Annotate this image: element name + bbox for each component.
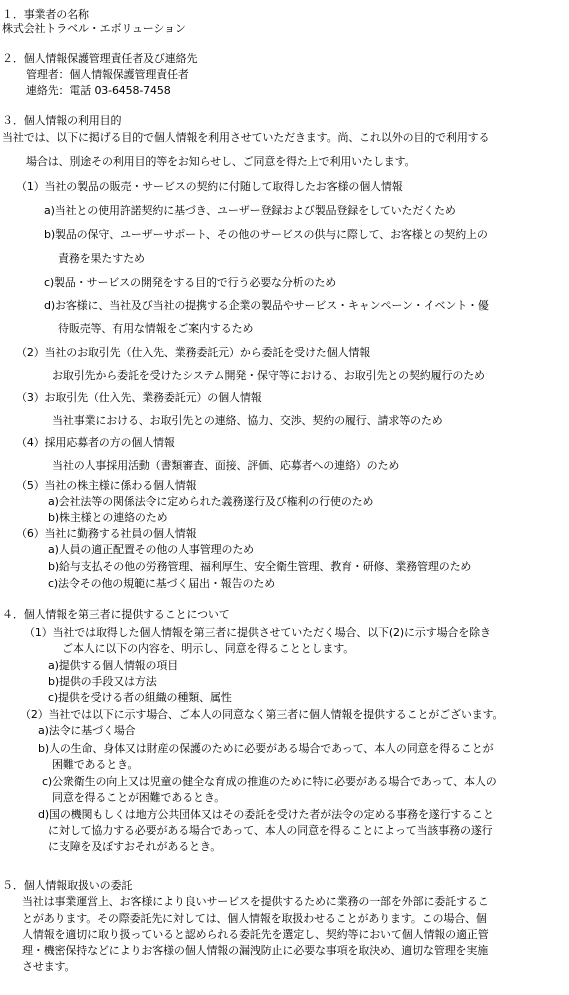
provision-2-d-cont2: に支障を及ぼすおそれがあるとき。 xyxy=(48,840,222,853)
provision-2-b: b)人の生命、身体又は財産の保護のために必要がある場合であって、本人の同意を得ることが xyxy=(38,742,494,755)
provision-1-b: b)提供の手段又は方法 xyxy=(48,675,157,688)
section-3-intro: 当社では、以下に掲げる目的で個人情報を利用させていただきます。尚、これ以外の目的で利用する xyxy=(2,131,490,144)
section-5-body-2: とがあります。その際委託先に対しては、個人情報を取扱わせることがあります。この場合、個 xyxy=(22,912,487,925)
purpose-1-a: a)当社との使用許諾契約に基づき、ユーザー登録および製品登録をしていただくため xyxy=(44,204,456,217)
purpose-4-heading: （4）採用応募者の方の個人情報 xyxy=(16,436,175,449)
section-5-heading: ５．個人情報取扱いの委託 xyxy=(2,879,133,892)
provision-1-heading: （1）当社では取得した個人情報を第三者に提供させていただく場合、以下(2)に示す場合を除き xyxy=(24,626,491,639)
section-2-heading: ２．個人情報保護管理責任者及び連絡先 xyxy=(2,52,198,65)
section-5-body-4: 理・機密保持などによりお客様の個人情報の漏洩防止に必要な事項を取決め、適切な管理を実施 xyxy=(22,944,489,957)
provision-2-a: a)法令に基づく場合 xyxy=(38,724,136,737)
purpose-3-heading: （3）お取引先（仕入先、業務委託元）の個人情報 xyxy=(16,391,262,404)
provision-2-d: d)国の機関もしくは地方公共団体又はその委託を受けた者が法令の定める事務を遂行すること xyxy=(38,808,494,821)
purpose-2-body: お取引先から委託を受けたシステム開発・保守等における、お取引先との契約履行のため xyxy=(52,369,485,382)
purpose-2-heading: （2）当社のお取引先（仕入先、業務委託元）から委託を受けた個人情報 xyxy=(16,346,371,359)
purpose-6-heading: （6）当社に勤務する社員の個人情報 xyxy=(16,527,197,540)
purpose-4-body: 当社の人事採用活動（書類審査、面接、評価、応募者への連絡）のため xyxy=(52,459,400,472)
section-5-body-3: 人情報を適切に取り扱っていると認められる委託先を選定し、契約等において個人情報の適正管 xyxy=(22,928,489,941)
provision-2-heading: （2）当社では以下に示す場合、ご本人の同意なく第三者に個人情報を提供することがございます。 xyxy=(20,708,504,721)
provision-2-b-cont: 困難であるとき。 xyxy=(52,758,139,771)
purpose-5-heading: （5）当社の株主様に係わる個人情報 xyxy=(16,479,197,492)
purpose-6-a: a)人員の適正配置その他の人事管理のため xyxy=(48,543,255,556)
section-4-heading: ４．個人情報を第三者に提供することについて xyxy=(2,608,230,621)
purpose-1-b: b)製品の保守、ユーザーサポート、その他のサービスの供与に際して、お客様との契約上の xyxy=(44,228,488,241)
purpose-6-b: b)給与支払その他の労務管理、福利厚生、安全衛生管理、教育・研修、業務管理のため xyxy=(48,560,472,573)
purpose-6-c: c)法令その他の規範に基づく届出・報告のため xyxy=(48,577,276,590)
purpose-5-a: a)会社法等の関係法令に定められた義務遂行及び権利の行使のため xyxy=(48,495,374,508)
provision-1-c: c)提供を受ける者の組織の種類、属性 xyxy=(48,691,232,704)
provision-1-cont: ご本人に以下の内容を、明示し、同意を得ることとします。 xyxy=(62,642,355,655)
manager-line: 管理者：個人情報保護管理責任者 xyxy=(26,68,189,81)
provision-2-c: c)公衆衛生の向上又は児童の健全な育成の推進のために特に必要がある場合であって、本人の xyxy=(42,775,497,788)
company-name: 株式会社トラベル・エボリューション xyxy=(2,22,186,35)
purpose-1-b-cont: 責務を果たすため xyxy=(58,252,145,265)
purpose-5-b: b)株主様との連絡のため xyxy=(48,511,168,524)
purpose-1-heading: （1）当社の製品の販売・サービスの契約に付随して取得したお客様の個人情報 xyxy=(16,180,403,193)
purpose-1-c: c)製品・サービスの開発をする目的で行う必要な分析のため xyxy=(44,276,337,289)
section-3-heading: ３．個人情報の利用目的 xyxy=(2,114,122,127)
purpose-1-d-cont: 待販売等、有用な情報をご案内するため xyxy=(58,322,254,335)
purpose-1-d: d)お客様に、当社及び当社の提携する企業の製品やサービス・キャンペーン・イベント・優 xyxy=(44,299,489,312)
purpose-3-body: 当社事業における、お取引先との連絡、協力、交渉、契約の履行、請求等のため xyxy=(52,414,443,427)
provision-2-c-cont: 同意を得ることが困難であるとき。 xyxy=(52,791,226,804)
provision-2-d-cont: に対して協力する必要がある場合であって、本人の同意を得ることによって当該事務の遂行 xyxy=(48,824,493,837)
section-5-body-5: させます。 xyxy=(22,960,76,973)
section-3-intro-cont: 場合は、別途その利用目的等をお知らせし、ご同意を得た上で利用いたします。 xyxy=(26,155,416,168)
section-5-body-1: 当社は事業運営上、お客様により良いサービスを提供するために業務の一部を外部に委託するこ xyxy=(22,895,489,908)
provision-1-a: a)提供する個人情報の項目 xyxy=(48,659,179,672)
section-1-heading: １．事業者の名称 xyxy=(2,8,89,21)
contact-line: 連絡先：電話 03-6458-7458 xyxy=(26,84,171,97)
